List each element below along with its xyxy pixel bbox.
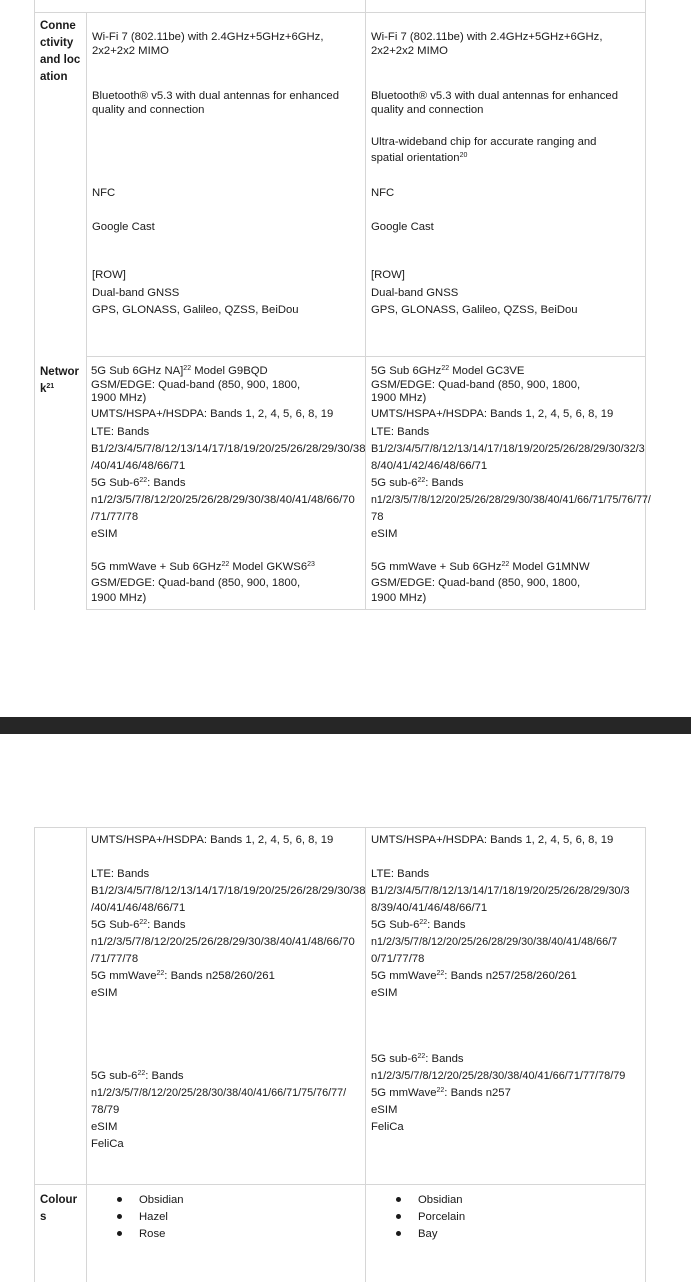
mmwave-model-heading: 5G mmWave + Sub 6GHz$^{22}$ Model $GKWS6^{23}$ bbox=[91, 561, 315, 573]
gnss-spec: Dual-band GNSS bbox=[371, 287, 459, 299]
sub6-bands: n1/2/3/5/7/8/12/20/25/26/28/29/30/38/40/41/48/66/70 bbox=[91, 494, 355, 506]
gsm-spec-cont: 1900 MHz) bbox=[371, 592, 427, 604]
nfc-spec: NFC bbox=[371, 187, 395, 199]
sub6-heading: 5G sub-$6^{22}$: Bands bbox=[371, 477, 464, 489]
footnote-ref: 20 bbox=[459, 152, 468, 159]
table-border-right bbox=[645, 0, 646, 610]
lte-bands: B1/2/3/4/5/7/8/12/13/14/17/18/19/20/25/26/28/29/30/38 bbox=[91, 885, 366, 897]
gsm-spec-cont: 1900 MHz) bbox=[91, 392, 147, 404]
esim-spec: eSIM bbox=[371, 987, 398, 999]
sub6-bands: n1/2/3/5/7/8/12/20/25/26/28/29/30/38/40/41/48/66/7 bbox=[371, 936, 618, 948]
sub6-heading: 5G Sub-$6^{22}$: Bands bbox=[91, 919, 186, 931]
sub6-bands: n1/2/3/5/7/8/12/20/25/28/30/38/40/41/66/71/77/78/79 bbox=[371, 1070, 626, 1082]
model-heading: 5G Sub 6GHz NA]$^{22}$ Model G9BQD bbox=[91, 365, 268, 377]
lte-bands: B1/2/3/4/5/7/8/12/13/14/17/18/19/20/25/26/28/29/30/32/3 bbox=[371, 443, 645, 455]
lte-heading: LTE: Bands bbox=[371, 868, 430, 880]
table-border-left bbox=[34, 827, 35, 1282]
gnss-region: [ROW] bbox=[371, 269, 405, 281]
esim-spec: eSIM bbox=[371, 1104, 398, 1116]
colour-option: Obsidian bbox=[418, 1194, 463, 1206]
row-divider-top bbox=[34, 827, 646, 828]
row-divider-network bbox=[86, 356, 646, 357]
row-divider-top bbox=[34, 12, 646, 13]
bullet-icon bbox=[117, 1231, 122, 1236]
sub6-heading: 5G Sub-$6^{22}$: Bands bbox=[371, 919, 466, 931]
lte-bands-cont: 8/40/41/42/46/48/66/71 bbox=[371, 460, 488, 472]
esim-spec: eSIM bbox=[371, 528, 398, 540]
sub6-heading: 5G sub-$6^{22}$: Bands bbox=[91, 1070, 184, 1082]
sub6-heading: 5G sub-$6^{22}$: Bands bbox=[371, 1053, 464, 1065]
umts-spec: UMTS/HSPA+/HSDPA: Bands 1, 2, 4, 5, 6, 8, 19 bbox=[91, 834, 334, 846]
lte-heading: LTE: Bands bbox=[91, 426, 150, 438]
gsm-spec: GSM/EDGE: Quad-band (850, 900, 1800, bbox=[371, 577, 581, 589]
row-label-connectivity: Connectivity and location bbox=[40, 20, 81, 83]
bluetooth-spec: Bluetooth® v5.3 with dual antennas for enhanced bbox=[371, 90, 618, 102]
mmwave-bands: 5G mmWave$^{22}$: Bands n257/258/260/261 bbox=[371, 970, 577, 982]
row-label-network: Network$^{21}$ bbox=[40, 366, 79, 395]
lte-heading: LTE: Bands bbox=[91, 868, 150, 880]
row-divider-colours bbox=[34, 1184, 646, 1185]
gsm-spec: GSM/EDGE: Quad-band (850, 900, 1800, bbox=[371, 379, 581, 391]
esim-spec: eSIM bbox=[91, 1121, 118, 1133]
mmwave-bands: 5G mmWave$^{22}$: Bands n257 bbox=[371, 1087, 511, 1099]
felica-spec: FeliCa bbox=[371, 1121, 404, 1133]
bullet-icon bbox=[396, 1231, 401, 1236]
bullet-icon bbox=[396, 1214, 401, 1219]
colour-option: Porcelain bbox=[418, 1211, 466, 1223]
lte-bands-cont: /40/41/46/48/66/71 bbox=[91, 460, 186, 472]
table-border-col2 bbox=[365, 0, 366, 610]
uwb-spec-cont: spatial orientation$^{20}$ bbox=[371, 152, 468, 164]
lte-bands-cont: 8/39/40/41/46/48/66/71 bbox=[371, 902, 488, 914]
wifi-spec: Wi-Fi 7 (802.11be) with 2.4GHz+5GHz+6GHz, bbox=[371, 31, 603, 43]
wifi-spec-cont: 2x2+2x2 MIMO bbox=[92, 45, 169, 57]
gnss-systems: GPS, GLONASS, Galileo, QZSS, BeiDou bbox=[92, 304, 299, 316]
lte-bands: B1/2/3/4/5/7/8/12/13/14/17/18/19/20/25/26/28/29/30/38 bbox=[91, 443, 366, 455]
sub6-bands-cont: /71/77/78 bbox=[91, 953, 139, 965]
sub6-heading: 5G Sub-$6^{22}$: Bands bbox=[91, 477, 186, 489]
mmwave-bands: 5G mmWave$^{22}$: Bands n258/260/261 bbox=[91, 970, 275, 982]
sub6-bands: n1/2/3/5/7/8/12/20/25/26/28/29/30/38/40/41/66/71/75/76/77/ bbox=[371, 494, 651, 506]
esim-spec: eSIM bbox=[91, 987, 118, 999]
umts-spec: UMTS/HSPA+/HSDPA: Bands 1, 2, 4, 5, 6, 8, 19 bbox=[91, 408, 334, 420]
lte-heading: LTE: Bands bbox=[371, 426, 430, 438]
sub6-bands-cont: 78/79 bbox=[91, 1104, 120, 1116]
umts-spec: UMTS/HSPA+/HSDPA: Bands 1, 2, 4, 5, 6, 8, 19 bbox=[371, 834, 614, 846]
mmwave-model-heading: 5G mmWave + Sub 6GHz$^{22}$ Model G1MNW bbox=[371, 561, 590, 573]
gsm-spec: GSM/EDGE: Quad-band (850, 900, 1800, bbox=[91, 577, 301, 589]
gsm-spec-cont: 1900 MHz) bbox=[91, 592, 147, 604]
colour-option: Hazel bbox=[139, 1211, 168, 1223]
lte-bands-cont: /40/41/46/48/66/71 bbox=[91, 902, 186, 914]
uwb-spec: Ultra-wideband chip for accurate ranging and bbox=[371, 136, 597, 148]
table-border-col1 bbox=[86, 12, 87, 610]
colour-option: Bay bbox=[418, 1228, 438, 1240]
nfc-spec: NFC bbox=[92, 187, 116, 199]
bluetooth-spec-cont: quality and connection bbox=[371, 104, 484, 116]
gsm-spec-cont: 1900 MHz) bbox=[371, 392, 427, 404]
sub6-bands-cont: 78 bbox=[371, 511, 384, 523]
bluetooth-spec: Bluetooth® v5.3 with dual antennas for enhanced bbox=[92, 90, 339, 102]
cast-spec: Google Cast bbox=[371, 221, 434, 233]
sub6-bands-cont: /71/77/78 bbox=[91, 511, 139, 523]
bluetooth-spec-cont: quality and connection bbox=[92, 104, 205, 116]
row-divider-bottom bbox=[86, 609, 646, 610]
felica-spec: FeliCa bbox=[91, 1138, 124, 1150]
cast-spec: Google Cast bbox=[92, 221, 155, 233]
wifi-spec-cont: 2x2+2x2 MIMO bbox=[371, 45, 448, 57]
row-label-colours: Colours bbox=[40, 1194, 78, 1223]
page-break-bar bbox=[0, 717, 691, 734]
gnss-region: [ROW] bbox=[92, 269, 126, 281]
sub6-bands: n1/2/3/5/7/8/12/20/25/28/30/38/40/41/66/71/75/76/77/ bbox=[91, 1087, 347, 1099]
umts-spec: UMTS/HSPA+/HSDPA: Bands 1, 2, 4, 5, 6, 8, 19 bbox=[371, 408, 614, 420]
wifi-spec: Wi-Fi 7 (802.11be) with 2.4GHz+5GHz+6GHz, bbox=[92, 31, 324, 43]
gsm-spec: GSM/EDGE: Quad-band (850, 900, 1800, bbox=[91, 379, 301, 391]
gnss-systems: GPS, GLONASS, Galileo, QZSS, BeiDou bbox=[371, 304, 578, 316]
table-border-left bbox=[34, 0, 35, 610]
esim-spec: eSIM bbox=[91, 528, 118, 540]
gnss-spec: Dual-band GNSS bbox=[92, 287, 180, 299]
sub6-bands: n1/2/3/5/7/8/12/20/25/26/28/29/30/38/40/41/48/66/70 bbox=[91, 936, 355, 948]
footnote-ref: 21 bbox=[46, 383, 55, 390]
colour-option: Rose bbox=[139, 1228, 166, 1240]
table-border-right bbox=[645, 827, 646, 1282]
colour-option: Obsidian bbox=[139, 1194, 184, 1206]
model-heading: 5G Sub 6GHz$^{22}$ Model GC3VE bbox=[371, 365, 525, 377]
bullet-icon bbox=[117, 1214, 122, 1219]
bullet-icon bbox=[396, 1197, 401, 1202]
table-border-col1 bbox=[86, 827, 87, 1282]
sub6-bands-cont: 0/71/77/78 bbox=[371, 953, 425, 965]
bullet-icon bbox=[117, 1197, 122, 1202]
lte-bands: B1/2/3/4/5/7/8/12/13/14/17/18/19/20/25/26/28/29/30/3 bbox=[371, 885, 630, 897]
